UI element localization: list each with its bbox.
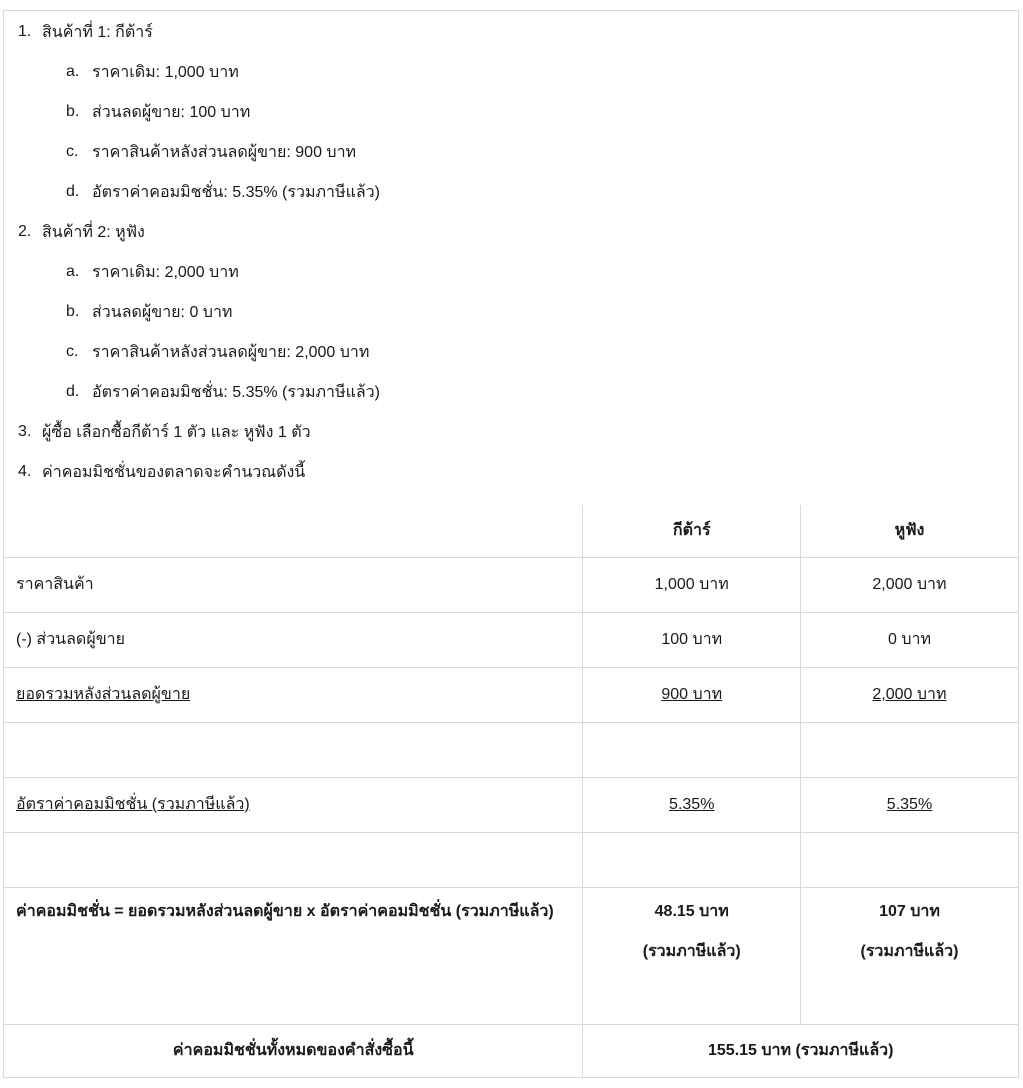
- list-item-text: สินค้าที่ 2: หูฟัง: [42, 223, 145, 241]
- list-item-product-1: [4, 12, 1018, 52]
- row-label: (-) ส่วนลดผู้ขาย: [4, 612, 583, 667]
- list-item-text: ราคาสินค้าหลังส่วนลดผู้ขาย: 2,000 บาท: [92, 343, 370, 361]
- guitar-value: 100 บาท: [583, 612, 801, 667]
- commission-amount: 107 บาท: [879, 902, 940, 920]
- list-marker: d.: [66, 183, 80, 200]
- table-row-commission-formula: [4, 887, 1018, 1024]
- table-row-product-price: [4, 557, 1018, 612]
- tax-included-note: (รวมภาษีแล้ว): [860, 942, 959, 960]
- total-value: 155.15 บาท (รวมภาษีแล้ว): [583, 1024, 1018, 1077]
- list-subitem-p1-commission-rate: [4, 172, 1018, 212]
- commission-amount: 48.15 บาท: [654, 902, 729, 920]
- list-marker: 4.: [18, 463, 32, 480]
- header-cell-guitar: กีต้าร์: [583, 505, 801, 557]
- list-subitem-p2-seller-discount: [4, 292, 1018, 332]
- list-subitem-p2-price-after-discount: [4, 332, 1018, 372]
- underlined-text: อัตราค่าคอมมิชชั่น (รวมภาษีแล้ว): [16, 796, 250, 813]
- list-item-text: อัตราค่าคอมมิชชั่น: 5.35% (รวมภาษีแล้ว): [92, 183, 380, 201]
- list-item-buyer-selection: [4, 412, 1018, 452]
- commission-table: [4, 505, 1018, 1077]
- list-item-text: ส่วนลดผู้ขาย: 0 บาท: [92, 303, 233, 321]
- table-row-spacer: [4, 832, 1018, 887]
- list-subitem-p1-seller-discount: [4, 92, 1018, 132]
- guitar-value: [583, 777, 801, 832]
- list-item-text: อัตราค่าคอมมิชชั่น: 5.35% (รวมภาษีแล้ว): [92, 383, 380, 401]
- empty-cell: [4, 722, 583, 777]
- empty-cell: [800, 832, 1018, 887]
- headphones-value: 0 บาท: [800, 612, 1018, 667]
- tax-included-note: (รวมภาษีแล้ว): [642, 942, 741, 960]
- table-row-seller-discount: [4, 612, 1018, 667]
- row-label: [4, 777, 583, 832]
- guitar-value: [583, 667, 801, 722]
- headphones-commission: [800, 887, 1018, 1024]
- list-item-text: ค่าคอมมิชชั่นของตลาดจะคำนวณดังนี้: [42, 463, 306, 481]
- list-item-text: ราคาเดิม: 1,000 บาท: [92, 63, 239, 81]
- total-label: ค่าคอมมิชชั่นทั้งหมดของคำสั่งซื้อนี้: [4, 1024, 583, 1077]
- table-row-commission-rate: [4, 777, 1018, 832]
- headphones-value: 2,000 บาท: [800, 557, 1018, 612]
- underlined-text: 5.35%: [886, 795, 933, 813]
- list-marker: d.: [66, 383, 80, 400]
- guitar-commission: [583, 887, 801, 1024]
- list-subitem-p2-commission-rate: [4, 372, 1018, 412]
- row-label: [4, 667, 583, 722]
- list-marker: 3.: [18, 423, 32, 440]
- list-item-commission-calculation-intro: [4, 452, 1018, 492]
- headphones-value: [800, 667, 1018, 722]
- table-header-row: [4, 505, 1018, 557]
- content-frame: [3, 10, 1019, 1078]
- list-marker: 1.: [18, 23, 32, 40]
- formula-label: ค่าคอมมิชชั่น = ยอดรวมหลังส่วนลดผู้ขาย x อัตราค่าคอมมิชชั่น (รวมภาษีแล้ว): [4, 887, 583, 1024]
- list-marker: c.: [66, 143, 79, 160]
- header-cell-empty: [4, 505, 583, 557]
- list-marker: a.: [66, 263, 80, 280]
- list-subitem-p1-price-after-discount: [4, 132, 1018, 172]
- underlined-text: 2,000 บาท: [872, 686, 947, 703]
- empty-cell: [583, 722, 801, 777]
- list-marker: b.: [66, 103, 80, 120]
- list-item-text: ส่วนลดผู้ขาย: 100 บาท: [92, 103, 251, 121]
- table-row-subtotal-after-discount: [4, 667, 1018, 722]
- header-cell-headphones: หูฟัง: [800, 505, 1018, 557]
- numbered-list: [4, 11, 1018, 492]
- underlined-text: 900 บาท: [661, 686, 723, 703]
- guitar-value: 1,000 บาท: [583, 557, 801, 612]
- headphones-value: [800, 777, 1018, 832]
- list-subitem-p2-original-price: [4, 252, 1018, 292]
- list-marker: b.: [66, 303, 80, 320]
- underlined-text: ยอดรวมหลังส่วนลดผู้ขาย: [16, 686, 191, 703]
- list-item-text: ราคาเดิม: 2,000 บาท: [92, 263, 239, 281]
- empty-cell: [583, 832, 801, 887]
- table-row-spacer: [4, 722, 1018, 777]
- list-marker: c.: [66, 343, 79, 360]
- list-item-text: สินค้าที่ 1: กีต้าร์: [42, 23, 153, 41]
- list-item-text: ราคาสินค้าหลังส่วนลดผู้ขาย: 900 บาท: [92, 143, 357, 161]
- table-row-total-commission: [4, 1024, 1018, 1077]
- list-item-product-2: [4, 212, 1018, 252]
- list-marker: a.: [66, 63, 80, 80]
- list-marker: 2.: [18, 223, 32, 240]
- list-subitem-p1-original-price: [4, 52, 1018, 92]
- list-item-text: ผู้ซื้อ เลือกซื้อกีต้าร์ 1 ตัว และ หูฟัง 1 ตัว: [42, 423, 311, 441]
- underlined-text: 5.35%: [669, 795, 715, 813]
- empty-cell: [4, 832, 583, 887]
- empty-cell: [800, 722, 1018, 777]
- row-label: ราคาสินค้า: [4, 557, 583, 612]
